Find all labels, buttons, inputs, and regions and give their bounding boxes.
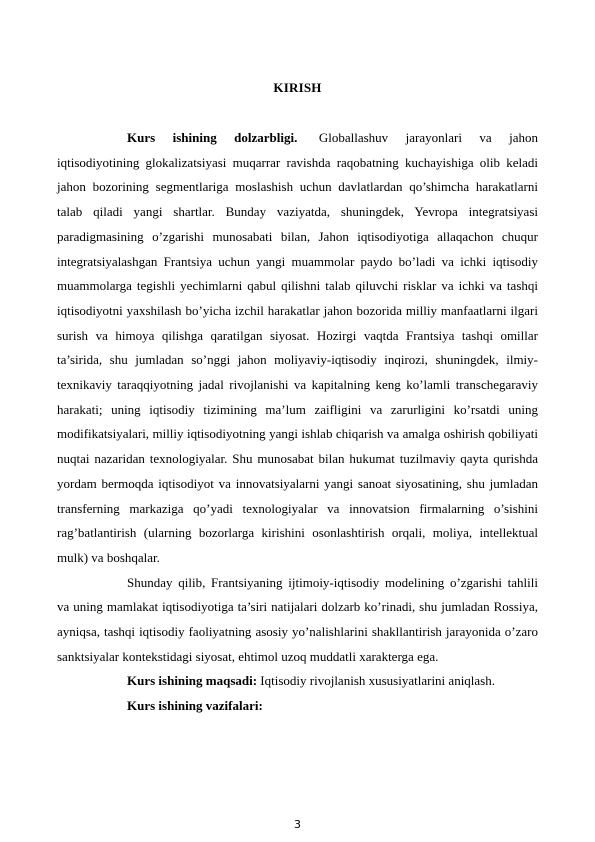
tasks-heading: Kurs ishining vazifalari:: [127, 698, 263, 714]
analysis-text: Shunday qilib, Frantsiyaning ijtimoiy-iqtisodiy modelining o’zgarishi tahlili va uning mamlakat iqtisodiyotiga ta’siri natijalari dolzarb ko’rinadi, shu jumladan Rossiya, ayniqsa, tashqi iqtisodiy faoliyatning asosiy yo’nalishlarini shakllantirish jarayonida o’zaro sanktsiyalar kontekstidagi siyosat, ehtimol uzoq muddatli xarakterga ega.: [57, 574, 538, 664]
relevance-text: Globallashuv jarayonlari va jahon iqtisodiyotining glokalizatsiyasi muqarrar ravishda raqobatning kuchayishiga olib keladi jahon bozorining segmentlariga moslashish uchun davlatlardan qo’shimcha harakatlarni talab qiladi yangi shartlar. Bunday vaziyatda, shuningdek, Yevropa integratsiyasi paradigmasining o’zgarishi munosabati bilan, Jahon iqtisodiyotiga allaqachon chuqur integratsiyalashgan Frantsiya uchun yangi muammolar paydo bo’ladi va ichki iqtisodiy muammolarga tegishli yechimlarni qabul qilishni talab qiluvchi risklar va ichki va tashqi iqtisodiyotni yaxshilash bo’yicha izchil harakatlar jahon bozorida milliy manfaatlarni ilgari surish va himoya qilishga qaratilgan siyosat. Hozirgi vaqtda Frantsiya tashqi omillar ta’sirida, shu jumladan so’nggi jahon moliyaviy-iqtisodiy inqirozi, shuningdek, ilmiy-texnikaviy taraqqiyotning jadal rivojlanishi va kapitalning keng ko’lamli transchegaraviy harakati; uning iqtisodiy tizimining ma’lum zaifligini va zarurligini ko’rsatdi uning modifikatsiyalari, milliy iqtisodiyotning yangi ishlab chiqarish va amalga oshirish qobiliyati nuqtai nazaridan texnologiyalar. Shu munosabat bilan hukumat tuzilmaviy qayta qurishda yordam bermoqda iqtisodiyot va innovatsiyalarni yangi sanoat siyosatining, shu jumladan transferning markaziga qo’yadi texnologiyalar va innovatsion firmalarning o’sishini rag’batlantirish (ularning bozorlarga kirishini osonlashtirish orqali, moliya, intellektual mulk) va boshqalar.: [57, 130, 539, 565]
document-body: [57, 126, 538, 719]
goal-text: Iqtisodiy rivojlanish xususiyatlarini aniqlash.: [260, 673, 495, 689]
page-number: 3: [294, 818, 301, 831]
goal-heading: Kurs ishining maqsadi:: [127, 673, 258, 689]
paragraph-goal: [57, 669, 538, 694]
paragraph-analysis: [57, 571, 538, 670]
relevance-heading: Kurs ishining dolzarbligi.: [127, 130, 298, 145]
paragraph-relevance: [57, 126, 538, 571]
page-title: KIRISH: [273, 80, 322, 95]
paragraph-tasks: [57, 694, 538, 719]
